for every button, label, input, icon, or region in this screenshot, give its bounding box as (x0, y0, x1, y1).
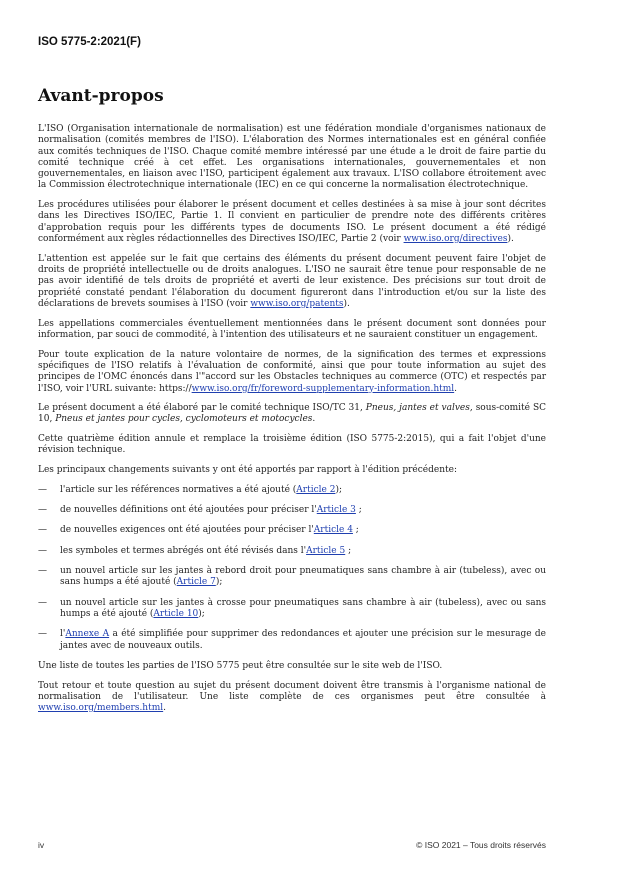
paragraph-text: Les procédures utilisées pour élaborer le présent document et celles destinées à sa mise à jour sont décrites dans les Directives ISO/IEC, Partie 1. Il convient en particulier de prendre note des différents critères d'approbation requis pour les différents types de documents ISO. Le présent document a été rédigé conformément aux règles rédactionnelles des Directives ISO/IEC, Partie 2 (voir (38, 200, 546, 245)
list-dash: — (38, 505, 47, 516)
article-10-link[interactable]: Article 10 (153, 608, 199, 619)
paragraph (38, 254, 546, 310)
foreword-info-link[interactable]: www.iso.org/fr/foreword-supplementary-information.html (191, 383, 455, 394)
list-text: ; (352, 525, 359, 536)
list-item (38, 598, 546, 621)
paragraph-text: , sous-comité SC 10, (38, 403, 546, 425)
document-id: ISO 5775-2:2021(F) (38, 36, 141, 48)
paragraph (38, 681, 546, 715)
page-number: iv (38, 840, 45, 850)
list-text: un nouvel article sur les jantes à crosse pour pneumatiques sans chambre à air (tubeless), avec ou sans humps a été ajouté ( (60, 597, 546, 619)
list-item (38, 566, 546, 589)
subcommittee-title: Pneus et jantes pour cycles, cyclomoteurs et motocycles (55, 414, 313, 425)
list-item (38, 485, 546, 496)
committee-title: Pneus, jantes et valves (365, 403, 470, 414)
article-3-link[interactable]: Article 3 (316, 505, 356, 516)
list-text: de nouvelles exigences ont été ajoutées pour préciser l' (60, 525, 314, 536)
paragraph: Une liste de toutes les parties de l'ISO 5775 peut être consultée sur le site web de l'ISO. (38, 660, 443, 671)
directives-link[interactable]: www.iso.org/directives (403, 234, 508, 245)
paragraph-text: . (312, 414, 316, 425)
paragraph: Cette quatrième édition annule et remplace la troisième édition (ISO 5775-2:2015), qui a fait l'objet d'une révision technique. (38, 434, 546, 456)
paragraph-text: Tout retour et toute question au sujet du présent document doivent être transmis à l'organisme national de normalisation de l'utilisateur. Une liste complète de ces organismes peut être consultée à (38, 680, 546, 702)
list-text: a été simplifiée pour supprimer des redondances et ajouter une précision sur le mesurage de jantes avec de nouveaux outils. (60, 629, 546, 651)
paragraph-text: L'attention est appelée sur le fait que certains des éléments du présent document peuvent faire l'objet de droits de propriété intellectuelle ou de droits analogues. L'ISO ne saurait être tenue pour responsable de ne pas avoir identifié de tels droits de propriété et averti de leur existence. Des précisions sur tout droit de propriété constaté pendant l'élaboration du document figureront dans l'introduction et/ou sur la liste des déclarations de brevets soumises à l'ISO (voir (38, 253, 546, 309)
paragraph-text: . (163, 703, 167, 714)
page-title: Avant-propos (38, 86, 164, 106)
list-dash: — (38, 484, 47, 495)
article-5-link[interactable]: Article 5 (306, 545, 346, 556)
list-dash: — (38, 597, 47, 608)
list-text: les symboles et termes abrégés ont été révisés dans l' (60, 545, 307, 556)
article-7-link[interactable]: Article 7 (176, 577, 216, 588)
list-item (38, 505, 546, 516)
members-link[interactable]: www.iso.org/members.html (38, 703, 164, 714)
copyright-notice: © ISO 2021 – Tous droits réservés (416, 840, 546, 850)
list-text: ; (345, 545, 352, 556)
paragraph-text: Le présent document a été élaboré par le comité technique ISO/TC 31, (38, 403, 366, 414)
list-text: l' (60, 629, 66, 640)
article-4-link[interactable]: Article 4 (313, 525, 353, 536)
article-2-link[interactable]: Article 2 (296, 484, 336, 495)
paragraph (38, 350, 546, 395)
list-dash: — (38, 545, 47, 556)
list-dash: — (38, 525, 47, 536)
paragraph-text: ). (507, 234, 514, 245)
list-text: un nouvel article sur les jantes à rebord droit pour pneumatiques sans chambre à air (tubeless), avec ou sans humps a été ajouté ( (60, 566, 546, 588)
list-item (38, 525, 546, 536)
list-text: ); (215, 577, 223, 588)
document-body (38, 124, 546, 723)
paragraph-text: . (454, 383, 458, 394)
list-dash: — (38, 629, 47, 640)
list-text: ); (198, 608, 205, 619)
paragraph-text: ). (343, 298, 350, 309)
list-text: ); (335, 484, 342, 495)
patents-link[interactable]: www.iso.org/patents (250, 298, 344, 309)
list-text: de nouvelles définitions ont été ajoutées pour préciser l' (60, 505, 317, 516)
paragraph (38, 200, 546, 245)
list-text: l'article sur les références normatives a été ajouté ( (60, 484, 297, 495)
paragraph: Les principaux changements suivants y ont été apportés par rapport à l'édition précédente: (38, 465, 457, 476)
list-item (38, 546, 546, 557)
paragraph: Les appellations commerciales éventuellement mentionnées dans le présent document sont données pour information, par souci de commodité, à l'intention des utilisateurs et ne sauraient constituer un engagement. (38, 318, 546, 340)
list-dash: — (38, 566, 47, 577)
annex-a-link[interactable]: Annexe A (65, 629, 110, 640)
paragraph-text: Pour toute explication de la nature volontaire de normes, de la signification des termes et expressions spécifiques de l'ISO relatifs à l'évaluation de conformité, ainsi que pour toute information au sujet des principes de l'OMC énoncés dans l'"accord sur les Obstacles techniques au commerce (OTC) et respectés par l'ISO, voir l'URL suivante: https:// (38, 349, 546, 394)
paragraph: L'ISO (Organisation internationale de normalisation) est une fédération mondiale d'organismes nationaux de normalisation (comités membres de l'ISO). L'élaboration des Normes internationales est en général confiée aux comités techniques de l'ISO. Chaque comité membre intéressé par une étude a le droit de faire partie du comité technique créé à cet effet. Les organisations internationales, gouvernementales et non gouvernementales, en liaison avec l'ISO, participent également aux travaux. L'ISO collabore étroitement avec la Commission électrotechnique internationale (IEC) en ce qui concerne la normalisation électrotechnique. (38, 124, 546, 191)
paragraph (38, 403, 546, 426)
list-item (38, 629, 546, 652)
list-text: ; (355, 505, 362, 516)
